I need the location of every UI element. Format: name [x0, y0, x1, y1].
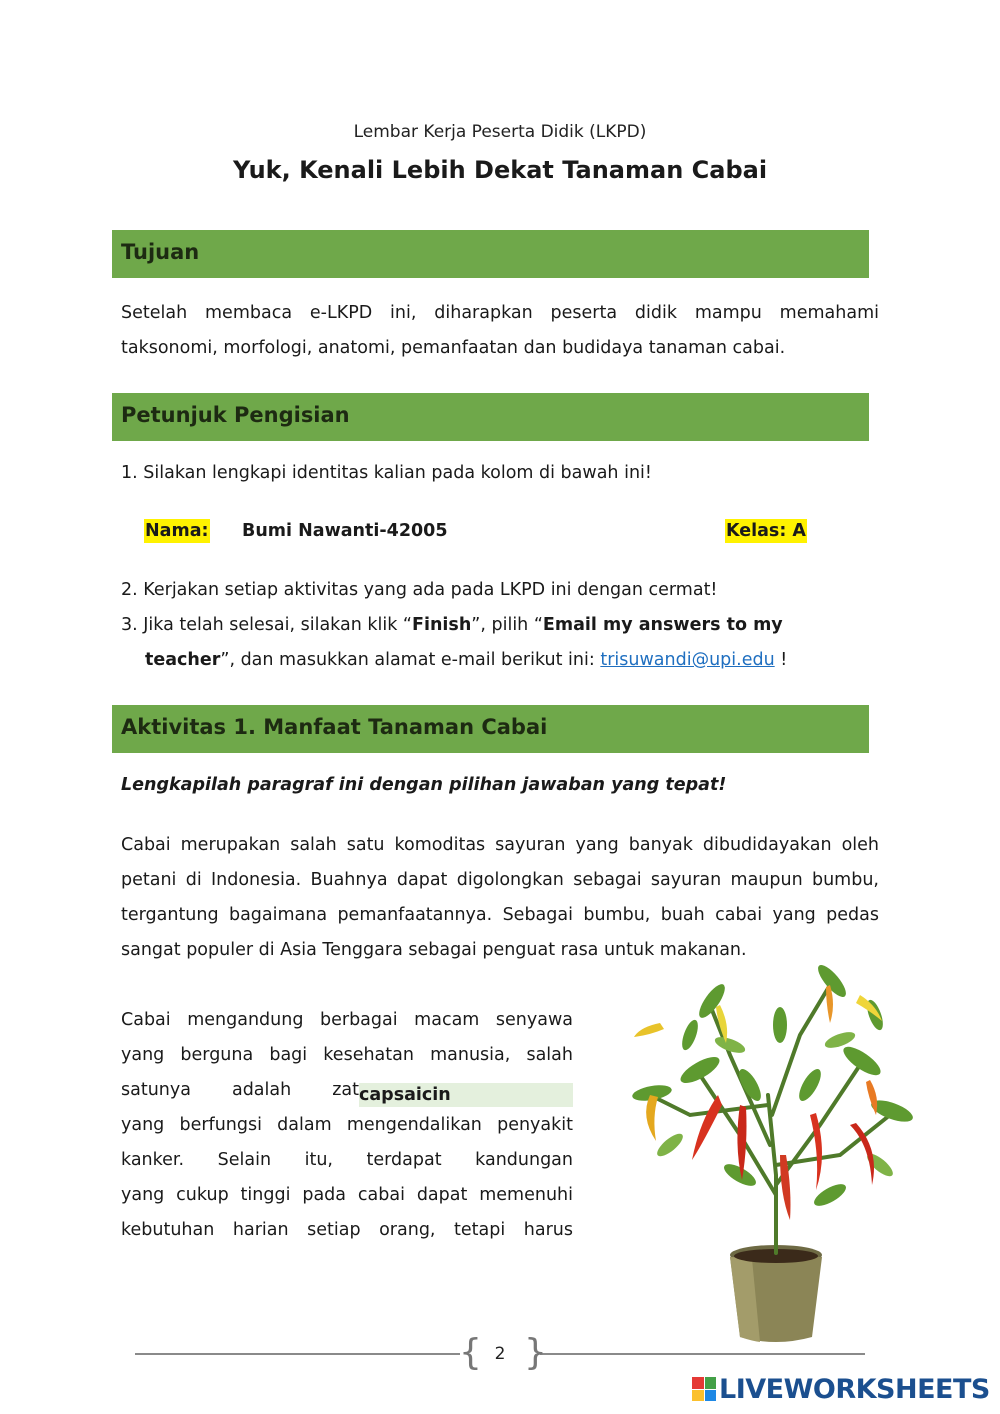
para2-line-3 [121, 1073, 573, 1108]
nama-field[interactable]: Bumi Nawanti-42005 [242, 521, 448, 541]
footer-divider-right [540, 1353, 865, 1355]
instruction-item-3-continued [145, 643, 787, 678]
item3-text-c: ”, dan masukkan alamat e-mail berikut ini: [220, 650, 601, 670]
liveworksheets-wordmark: LIVEWORKSHEETS [719, 1373, 990, 1405]
section-heading-aktivitas: Aktivitas 1. Manfaat Tanaman Cabai [112, 705, 869, 753]
answer-dropdown-capsaicin[interactable]: capsaicin [359, 1083, 573, 1107]
finish-keyword: Finish [412, 615, 472, 635]
tujuan-line-1: Setelah membaca e-LKPD ini, diharapkan peserta didik mampu memahami [121, 303, 879, 323]
tujuan-line-2: taksonomi, morfologi, anatomi, pemanfaatan dan budidaya tanaman cabai. [121, 338, 786, 358]
para1-line-2: petani di Indonesia. Buahnya dapat digolongkan sebagai sayuran maupun bumbu, [121, 870, 879, 890]
instruction-item-2: 2. Kerjakan setiap aktivitas yang ada pada LKPD ini dengan cermat! [121, 580, 718, 600]
bracket-right-icon: } [524, 1332, 547, 1373]
para2-line-7: kebutuhan harian setiap orang, tetapi harus [121, 1220, 573, 1240]
bracket-left-icon: { [459, 1332, 482, 1373]
para2-line-1: Cabai mengandung berbagai macam senyawa [121, 1010, 573, 1030]
para1-line-1: Cabai merupakan salah satu komoditas sayuran yang banyak dibudidayakan oleh [121, 835, 879, 855]
section-heading-petunjuk: Petunjuk Pengisian [112, 393, 869, 441]
chili-plant-pot-image [630, 945, 920, 1345]
activity-instruction: Lengkapilah paragraf ini dengan pilihan jawaban yang tepat! [121, 775, 727, 795]
footer-divider-left [135, 1353, 460, 1355]
teacher-keyword: teacher [145, 650, 221, 670]
liveworksheets-icon [692, 1377, 716, 1401]
email-link[interactable]: trisuwandi@upi.edu [600, 650, 775, 670]
para2-line-6: yang cukup tinggi pada cabai dapat memenuhi [121, 1185, 573, 1205]
instruction-item-3 [121, 608, 783, 643]
liveworksheets-logo[interactable] [692, 1372, 990, 1406]
item3-text-d: ! [774, 650, 788, 670]
item3-text-a: 3. Jika telah selesai, silakan klik “ [121, 615, 412, 635]
activity-paragraph-2 [121, 1003, 573, 1248]
document-subtitle: Lembar Kerja Peserta Didik (LKPD) [353, 122, 647, 142]
page-number: 2 [494, 1344, 506, 1364]
kelas-field[interactable]: Kelas: A [726, 521, 806, 541]
email-answers-keyword: Email my answers to my [542, 615, 783, 635]
para1-line-4: sangat populer di Asia Tenggara sebagai penguat rasa untuk makanan. [121, 940, 747, 960]
document-title: Yuk, Kenali Lebih Dekat Tanaman Cabai [232, 156, 768, 184]
item3-text-b: ”, pilih “ [471, 615, 543, 635]
para1-line-3: tergantung bagaimana pemanfaatannya. Sebagai bumbu, buah cabai yang pedas [121, 905, 879, 925]
para2-line-3-text: satunya adalah zat [121, 1080, 359, 1100]
para2-line-4: yang berfungsi dalam mengendalikan penyakit [121, 1115, 573, 1135]
instruction-item-1: 1. Silakan lengkapi identitas kalian pada kolom di bawah ini! [121, 463, 652, 483]
tujuan-paragraph [121, 296, 879, 366]
para2-line-2: yang berguna bagi kesehatan manusia, salah [121, 1045, 573, 1065]
section-heading-tujuan: Tujuan [112, 230, 869, 278]
nama-label: Nama: [145, 521, 209, 541]
para2-line-5: kanker. Selain itu, terdapat kandungan [121, 1150, 573, 1170]
